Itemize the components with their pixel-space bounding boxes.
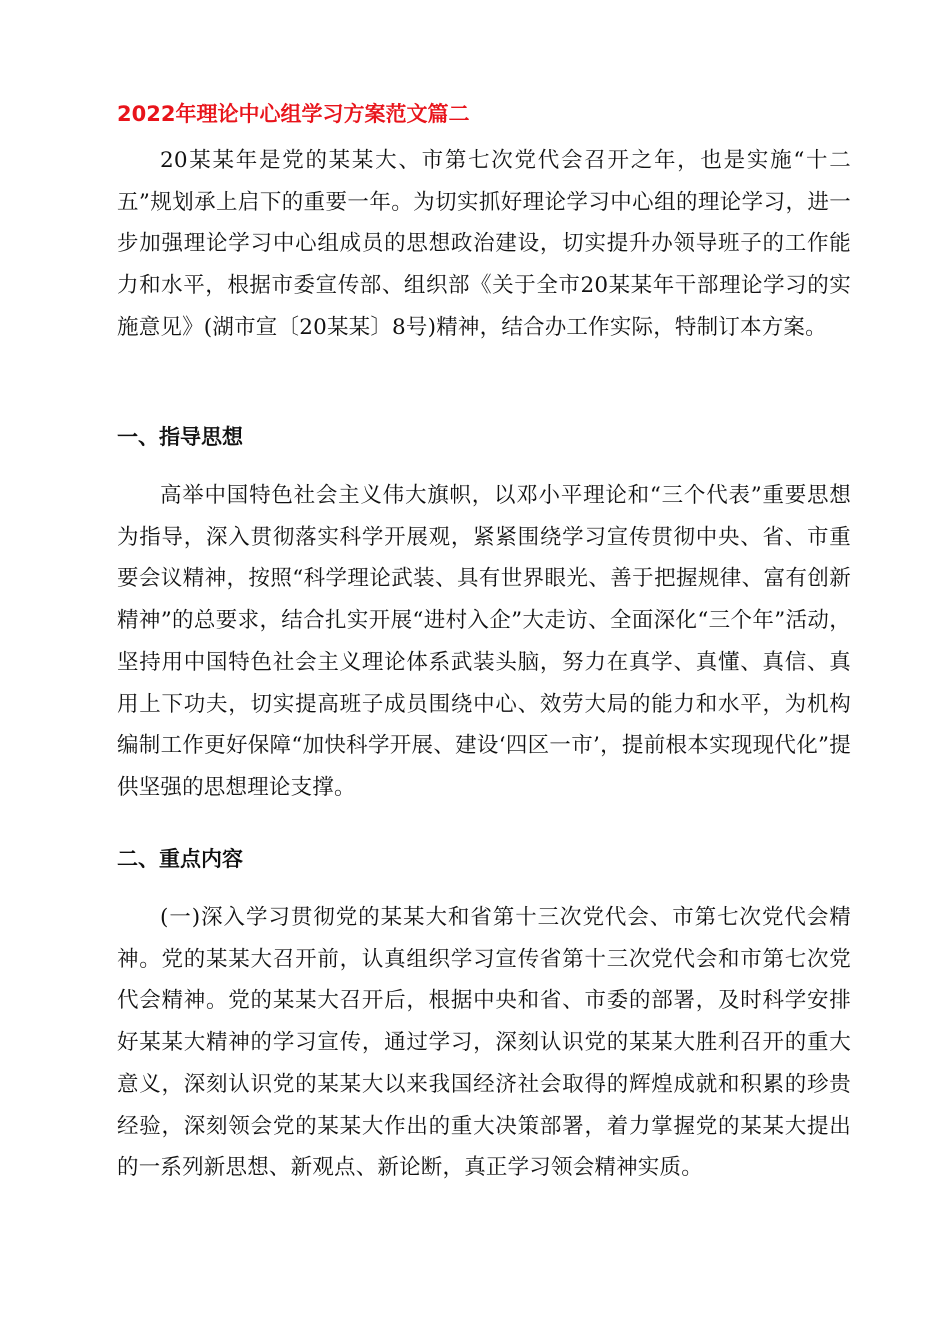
section-heading-guiding-ideology: 一、指导思想 — [117, 425, 243, 449]
section-paragraph-key-content: (一)深入学习贯彻党的某某大和省第十三次党代会、市第七次党代会精神。党的某某大召开前，认真组织学习宣传省第十三次党代会和市第七次党代会精神。党的某某大召开后，根据中央和省、市委的部署，及时科学安排好某某大精神的学习宣传，通过学习，深刻认识党的某某大胜利召开的重大意义，深刻认识党的某某大以来我国经济社会取得的辉煌成就和积累的珍贵经验，深刻领会党的某某大作出的重大决策部署，着力掌握党的某某大提出的一系列新思想、新观点、新论断，真正学习领会精神实质。 — [117, 905, 851, 1181]
document-title: 2022年理论中心组学习方案范文篇二 — [117, 102, 470, 126]
section-paragraph-guiding-ideology: 高举中国特色社会主义伟大旗帜，以邓小平理论和“三个代表”重要思想为指导，深入贯彻落实科学开展观，紧紧围绕学习宣传贯彻中央、省、市重要会议精神，按照“科学理论武装、具有世界眼光、善于把握规律、富有创新精神”的总要求，结合扎实开展“进村入企”大走访、全面深化“三个年”活动，坚持用中国特色社会主义理论体系武装头脑，努力在真学、真懂、真信、真用上下功夫，切实提高班子成员围绕中心、效劳大局的能力和水平，为机构编制工作更好保障“加快科学开展、建设‘四区一市’，提前根本实现现代化”提供坚强的思想理论支撑。 — [117, 483, 851, 800]
section-heading-key-content: 二、重点内容 — [117, 847, 243, 871]
intro-paragraph: 20某某年是党的某某大、市第七次党代会召开之年，也是实施“十二五”规划承上启下的重要一年。为切实抓好理论学习中心组的理论学习，进一步加强理论学习中心组成员的思想政治建设，切实提升办领导班子的工作能力和水平，根据市委宣传部、组织部《关于全市20某某年干部理论学习的实施意见》(湖市宣〔20某某〕8号)精神，结合办工作实际，特制订本方案。 — [117, 148, 851, 340]
